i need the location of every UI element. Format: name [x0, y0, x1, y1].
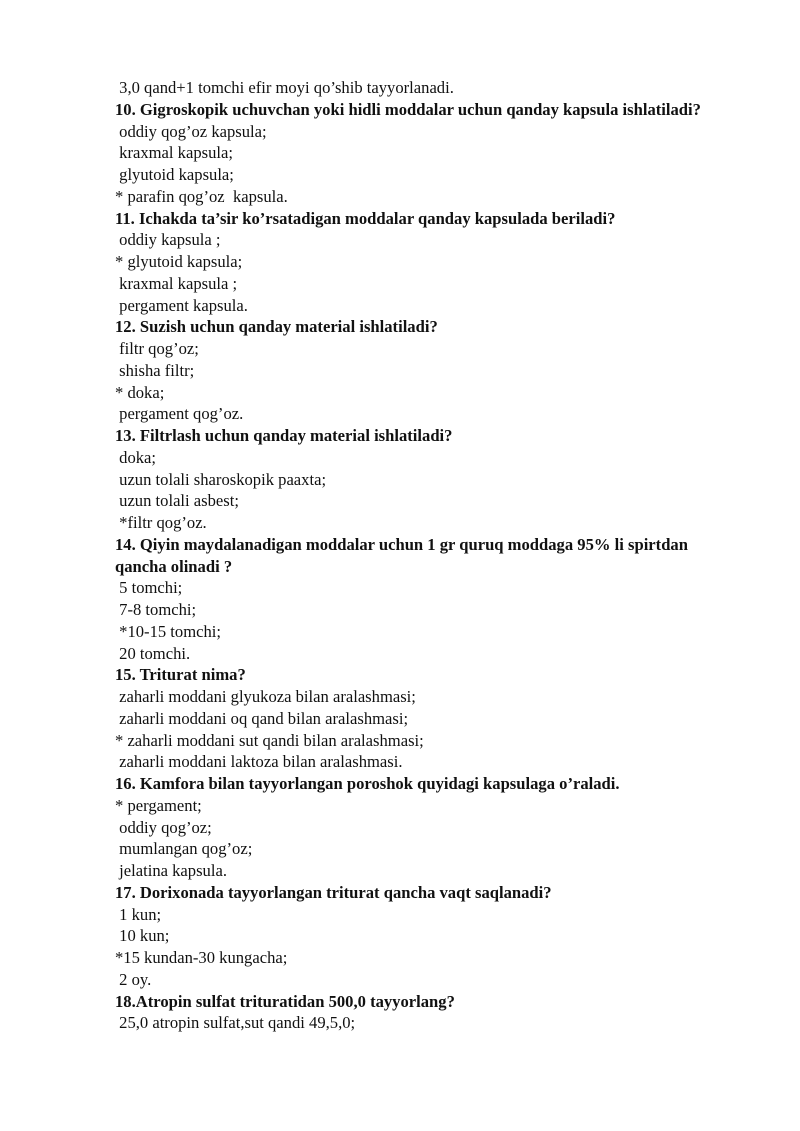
question-title: 14. Qiyin maydalanadigan moddalar uchun 1 gr quruq moddaga 95% li spirtdan qancha olinadi ? [115, 534, 688, 576]
answer-option: oddiy qog’oz; [115, 817, 212, 837]
question-title: 12. Suzish uchun qanday material ishlatiladi? [115, 317, 438, 337]
question-title: 16. Kamfora bilan tayyorlangan poroshok quyidagi kapsulaga o’raladi. [115, 774, 620, 793]
question-block [115, 664, 715, 773]
question-block [115, 99, 715, 208]
answer-option: filtr qog’oz; [115, 339, 199, 358]
question-title: 13. Filtrlash uchun qanday material ishlatiladi? [115, 426, 453, 445]
answer-option: kraxmal kapsula; [115, 143, 233, 163]
answer-option: pergament kapsula. [115, 295, 248, 315]
question-block [115, 534, 715, 665]
answer-option-marked: * pergament; [115, 795, 202, 815]
answer-option: 7-8 tomchi; [115, 600, 197, 619]
answer-option: 2 oy. [115, 969, 152, 989]
answer-option: jelatina kapsula. [115, 861, 227, 880]
answer-option-marked: *filtr qog’oz. [115, 513, 207, 532]
answer-option: 10 kun; [115, 926, 170, 946]
answer-option: zaharli moddani laktoza bilan aralashmasi. [115, 752, 403, 772]
answer-option: uzun tolali asbest; [115, 491, 239, 511]
answer-option: uzun tolali sharoskopik paaxta; [115, 469, 327, 489]
question-block [115, 773, 715, 882]
answer-option-marked: * glyutoid kapsula; [115, 252, 243, 271]
question-block [115, 316, 715, 425]
answer-option: 20 tomchi. [115, 643, 191, 663]
question-block [115, 882, 715, 991]
answer-option-marked: *10-15 tomchi; [115, 621, 222, 641]
answer-option: mumlangan qog’oz; [115, 839, 253, 859]
answer-option-marked: *15 kundan-30 kungacha; [115, 948, 288, 967]
question-title: 18.Atropin sulfat trituratidan 500,0 tayyorlang? [115, 991, 455, 1011]
question-title: 11. Ichakda ta’sir ko’rsatadigan moddalar qanday kapsulada beriladi? [115, 208, 616, 228]
answer-option: 25,0 atropin sulfat,sut qandi 49,5,0; [115, 1013, 356, 1033]
question-block [115, 208, 715, 317]
answer-option-marked: * zaharli moddani sut qandi bilan aralashmasi; [115, 730, 424, 750]
answer-option: zaharli moddani glyukoza bilan aralashmasi; [115, 687, 416, 706]
answer-option-marked: * doka; [115, 382, 165, 402]
question-block [115, 991, 715, 1035]
question-title: 17. Dorixonada tayyorlangan triturat qancha vaqt saqlanadi? [115, 882, 552, 902]
answer-option: oddiy kapsula ; [115, 230, 221, 250]
answer-option: shisha filtr; [115, 360, 195, 380]
answer-option: zaharli moddani oq qand bilan aralashmasi; [115, 708, 409, 728]
question-block [115, 425, 715, 534]
answer-option: 1 kun; [115, 904, 162, 924]
answer-option: oddiy qog’oz kapsula; [115, 121, 267, 141]
answer-option-marked: * parafin qog’oz kapsula. [115, 186, 288, 206]
answer-option: glyutoid kapsula; [115, 165, 234, 184]
answer-option: kraxmal kapsula ; [115, 273, 238, 293]
question-title: 15. Triturat nima? [115, 665, 246, 685]
answer-option: 5 tomchi; [115, 578, 183, 598]
intro-line: 3,0 qand+1 tomchi efir moyi qo’shib tayyorlanadi. [115, 78, 454, 97]
answer-option: doka; [115, 447, 157, 467]
document-page [115, 77, 715, 1034]
answer-option: pergament qog’oz. [115, 404, 244, 424]
question-title: 10. Gigroskopik uchuvchan yoki hidli moddalar uchun qanday kapsula ishlatiladi? [115, 99, 701, 119]
